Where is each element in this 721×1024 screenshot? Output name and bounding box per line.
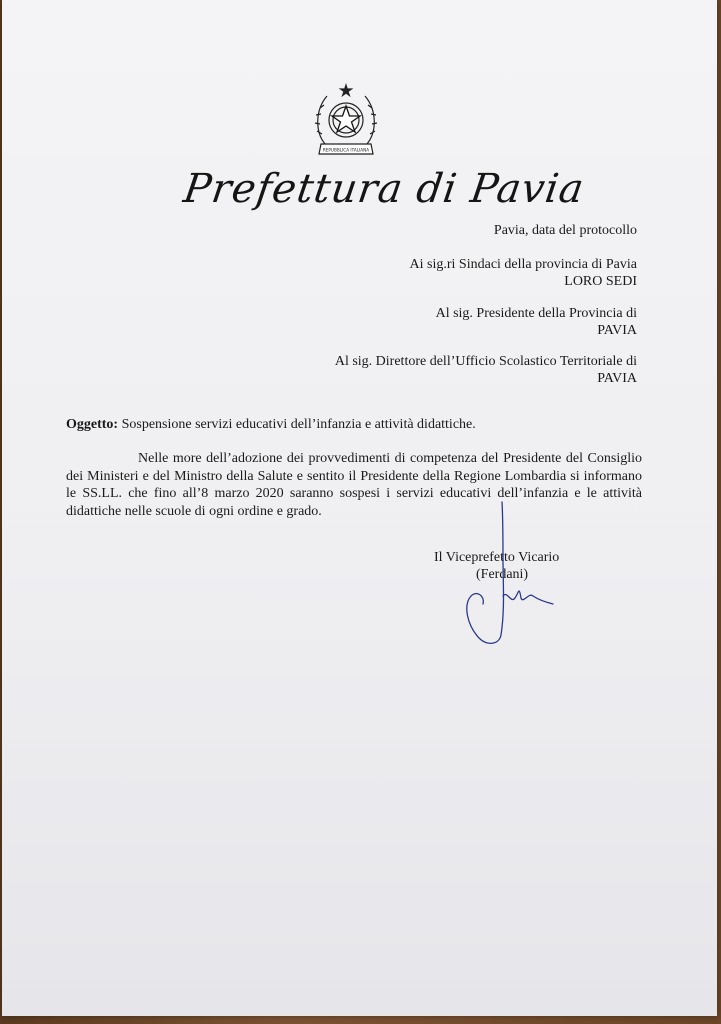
letter-page bbox=[2, 0, 717, 1016]
subject-line bbox=[66, 417, 476, 433]
date-line: Pavia, data del protocollo bbox=[493, 223, 637, 238]
recipient-line: Al sig. Presidente della Provincia di bbox=[435, 306, 637, 321]
subject-text: Sospensione servizi educativi dell’infanzia e attività didattiche. bbox=[118, 417, 476, 432]
recipient-school-director bbox=[335, 353, 637, 387]
recipient-line: Al sig. Direttore dell’Ufficio Scolastico Territoriale di bbox=[334, 354, 637, 369]
recipient-line: LORO SEDI bbox=[564, 274, 637, 289]
recipient-province-president bbox=[436, 305, 637, 339]
signatory-name: (Ferdani) bbox=[476, 567, 529, 582]
recipient-line: Ai sig.ri Sindaci della provincia di Pavia bbox=[409, 257, 637, 272]
recipient-line: PAVIA bbox=[597, 371, 637, 386]
emblem-ribbon-text: REPUBBLICA ITALIANA bbox=[322, 147, 370, 153]
emblem-of-italy-icon bbox=[311, 82, 381, 160]
handwritten-signature-icon bbox=[457, 500, 567, 650]
body-text: Nelle more dell’adozione dei provvedimenti di competenza del Presidente del Consiglio dei Ministeri e del Ministro della Salute e sentito il Presidente della Regione Lombardia si informano le SS.LL. che fino all’8 marzo 2020 saranno sospesi i servizi educativi dell’infanzia e le attività didattiche nelle scuole di ogni ordine e grado. bbox=[66, 451, 642, 519]
subject-label: Oggetto: bbox=[66, 417, 119, 432]
recipient-mayors bbox=[410, 256, 637, 290]
signatory-title: Il Viceprefetto Vicario bbox=[434, 550, 560, 565]
office-title: Prefettura di Pavia bbox=[180, 166, 588, 212]
recipient-line: PAVIA bbox=[597, 323, 637, 338]
